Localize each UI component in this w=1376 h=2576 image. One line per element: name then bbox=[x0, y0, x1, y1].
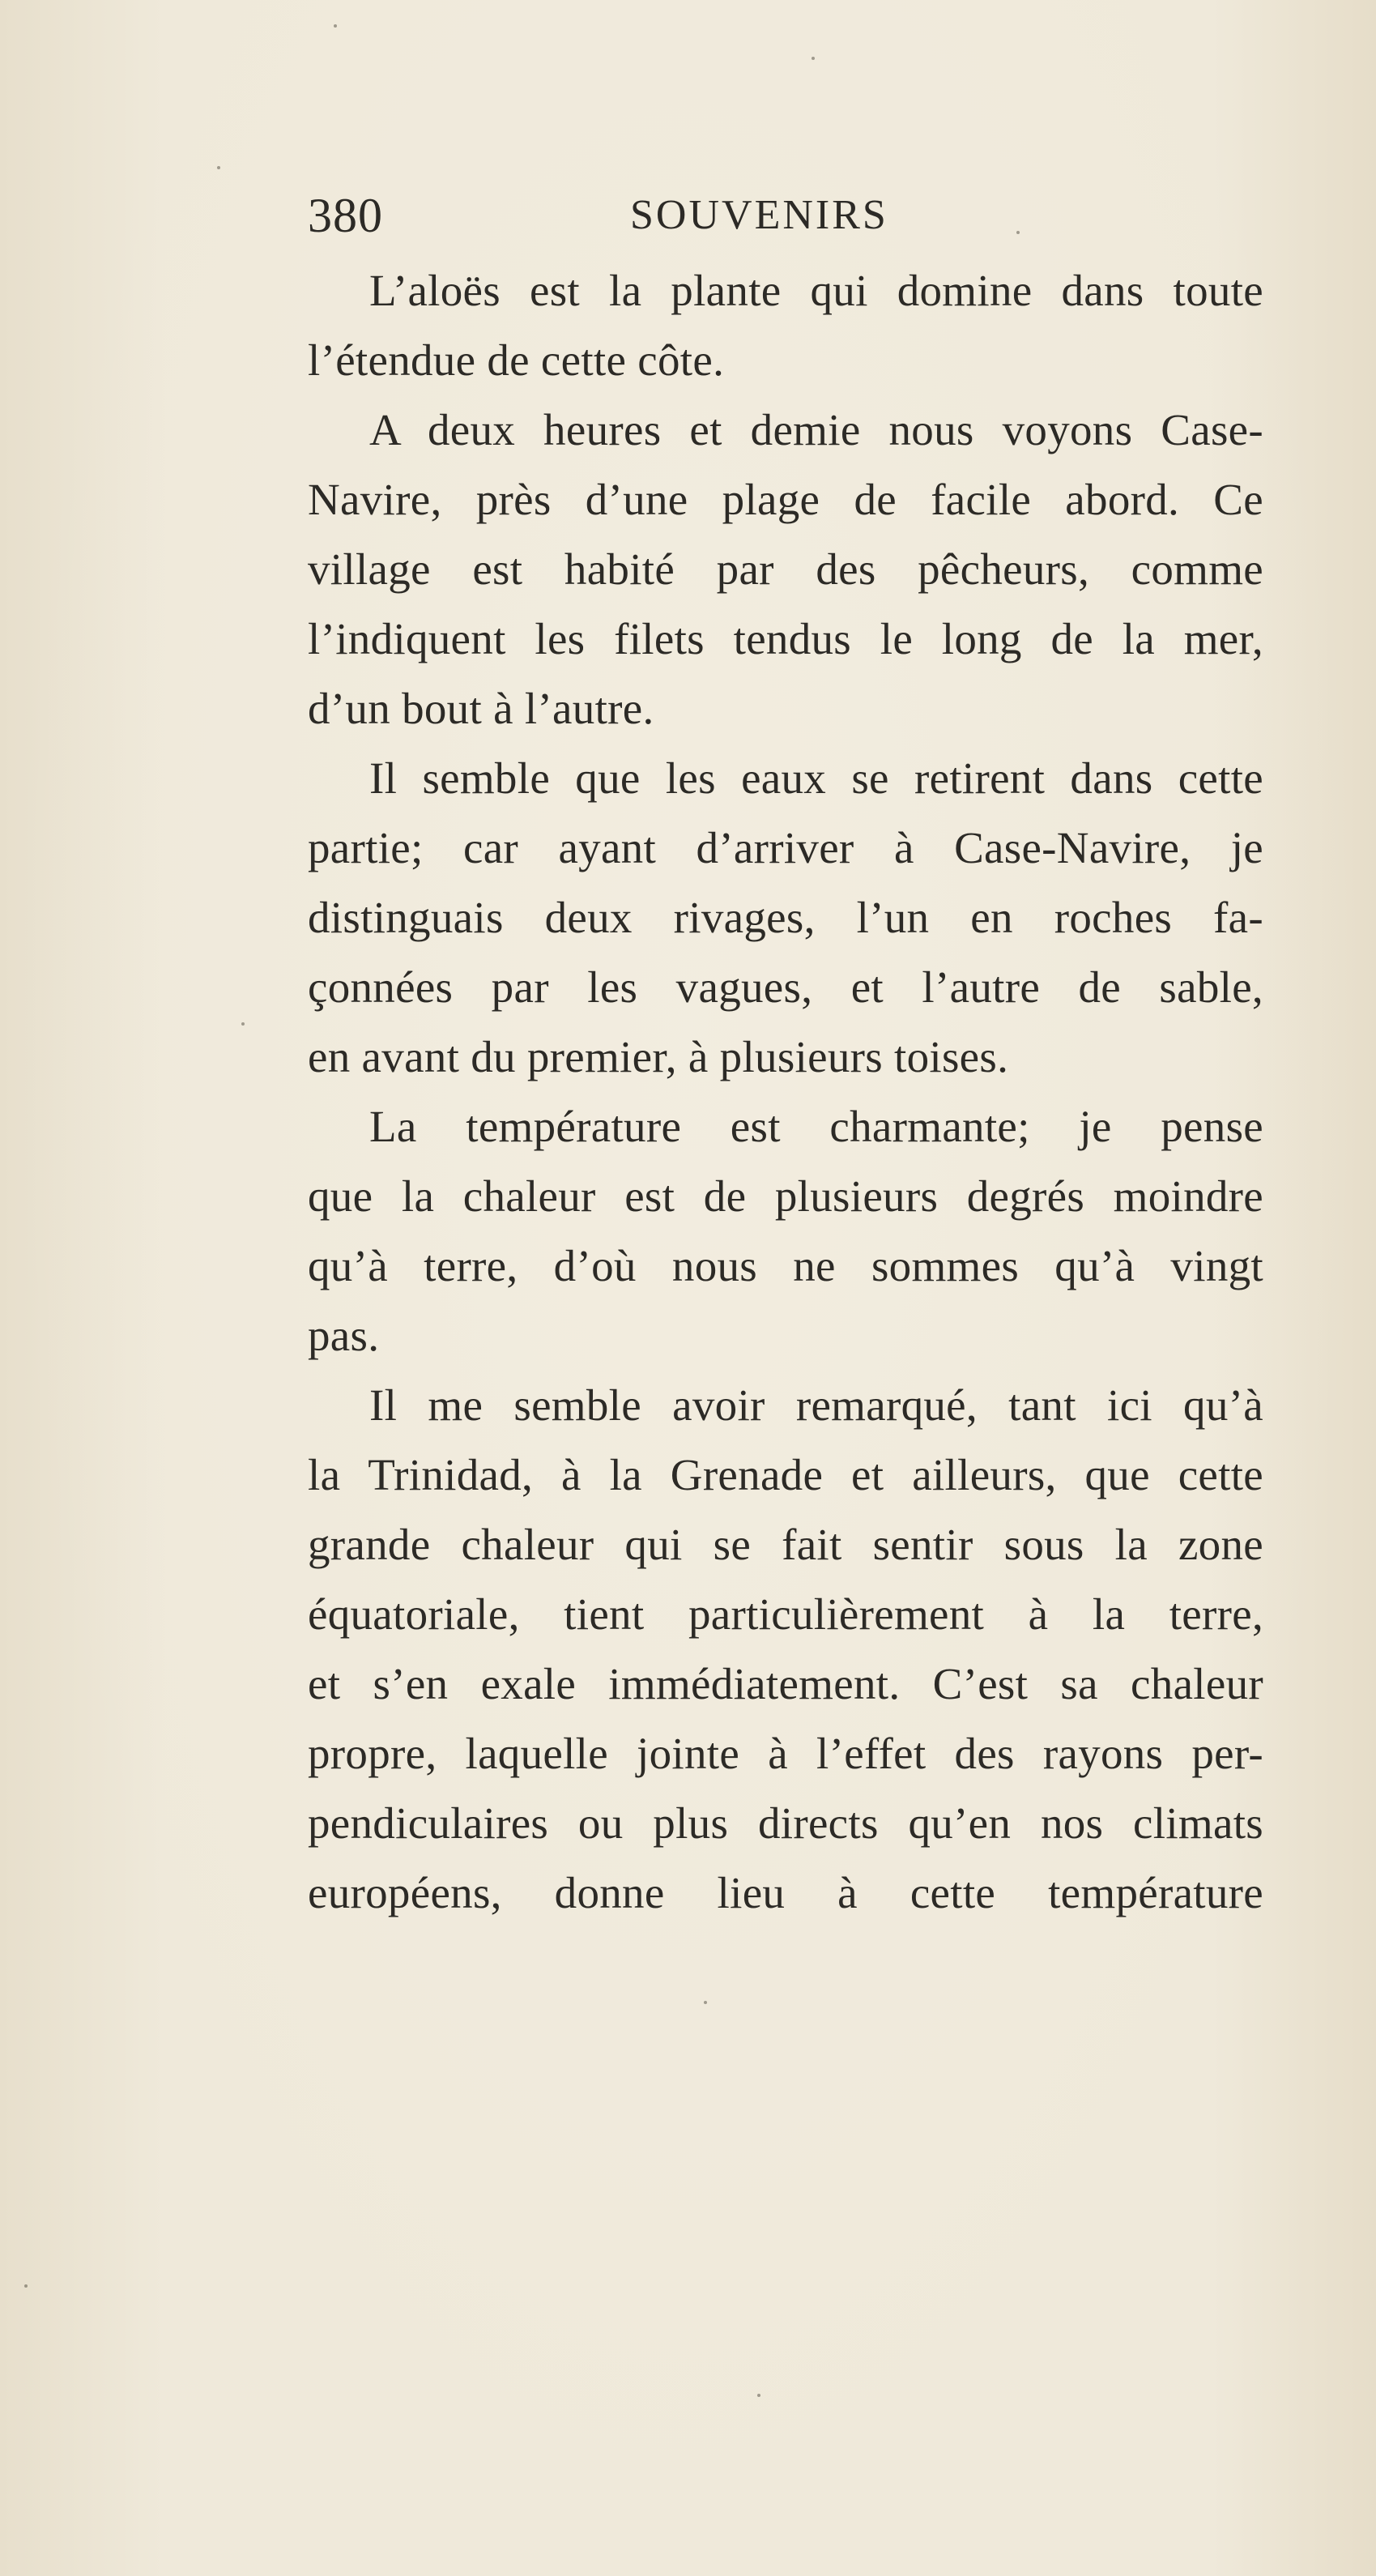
text-line: L’aloës est la plante qui domine dans toute bbox=[369, 266, 1263, 315]
page-number: 380 bbox=[308, 189, 383, 242]
text-line: européens, donne lieu à cette température bbox=[308, 1868, 1263, 1917]
text-line: l’indiquent les filets tendus le long de la mer, bbox=[308, 614, 1263, 663]
text-line: Il semble que les eaux se retirent dans cette bbox=[369, 753, 1263, 803]
text-line: Navire, près d’une plage de facile abord. Ce bbox=[308, 475, 1263, 524]
text-line: en avant du premier, à plusieurs toises. bbox=[308, 1032, 1009, 1081]
body-text bbox=[308, 256, 1263, 1928]
text-line: équatoriale, tient particulièrement à la terre, bbox=[308, 1589, 1263, 1639]
paper-speck bbox=[217, 166, 220, 169]
text-line: La température est charmante; je pense bbox=[369, 1102, 1263, 1151]
paper-speck bbox=[1016, 231, 1020, 234]
text-line: distinguais deux rivages, l’un en roches fa- bbox=[308, 893, 1263, 942]
paper-speck bbox=[757, 2394, 760, 2397]
text-line: Il me semble avoir remarqué, tant ici qu’à bbox=[369, 1380, 1263, 1430]
text-line: village est habité par des pêcheurs, comme bbox=[308, 544, 1263, 594]
running-head bbox=[308, 188, 1118, 253]
text-line: A deux heures et demie nous voyons Case- bbox=[369, 405, 1263, 454]
paper-speck bbox=[241, 1022, 245, 1026]
text-line: grande chaleur qui se fait sentir sous la zone bbox=[308, 1520, 1263, 1569]
text-line: pas. bbox=[308, 1311, 380, 1360]
text-line: propre, laquelle jointe à l’effet des rayons per- bbox=[308, 1729, 1263, 1778]
text-line: la Trinidad, à la Grenade et ailleurs, que cette bbox=[308, 1450, 1263, 1499]
text-line: d’un bout à l’autre. bbox=[308, 684, 654, 733]
text-line: pendiculaires ou plus directs qu’en nos climats bbox=[308, 1798, 1263, 1848]
text-line: l’étendue de cette côte. bbox=[308, 335, 725, 385]
text-line: qu’à terre, d’où nous ne sommes qu’à vingt bbox=[308, 1241, 1263, 1290]
text-line: et s’en exale immédiatement. C’est sa chaleur bbox=[308, 1659, 1263, 1708]
paper-speck bbox=[334, 24, 337, 28]
paper-speck bbox=[24, 2284, 28, 2288]
running-title: SOUVENIRS bbox=[630, 192, 888, 238]
text-line: que la chaleur est de plusieurs degrés moindre bbox=[308, 1171, 1263, 1221]
paper-speck bbox=[812, 57, 815, 60]
text-line: çonnées par les vagues, et l’autre de sable, bbox=[308, 962, 1263, 1012]
paper-speck bbox=[704, 2001, 707, 2004]
text-line: partie; car ayant d’arriver à Case-Navire, je bbox=[308, 823, 1263, 872]
